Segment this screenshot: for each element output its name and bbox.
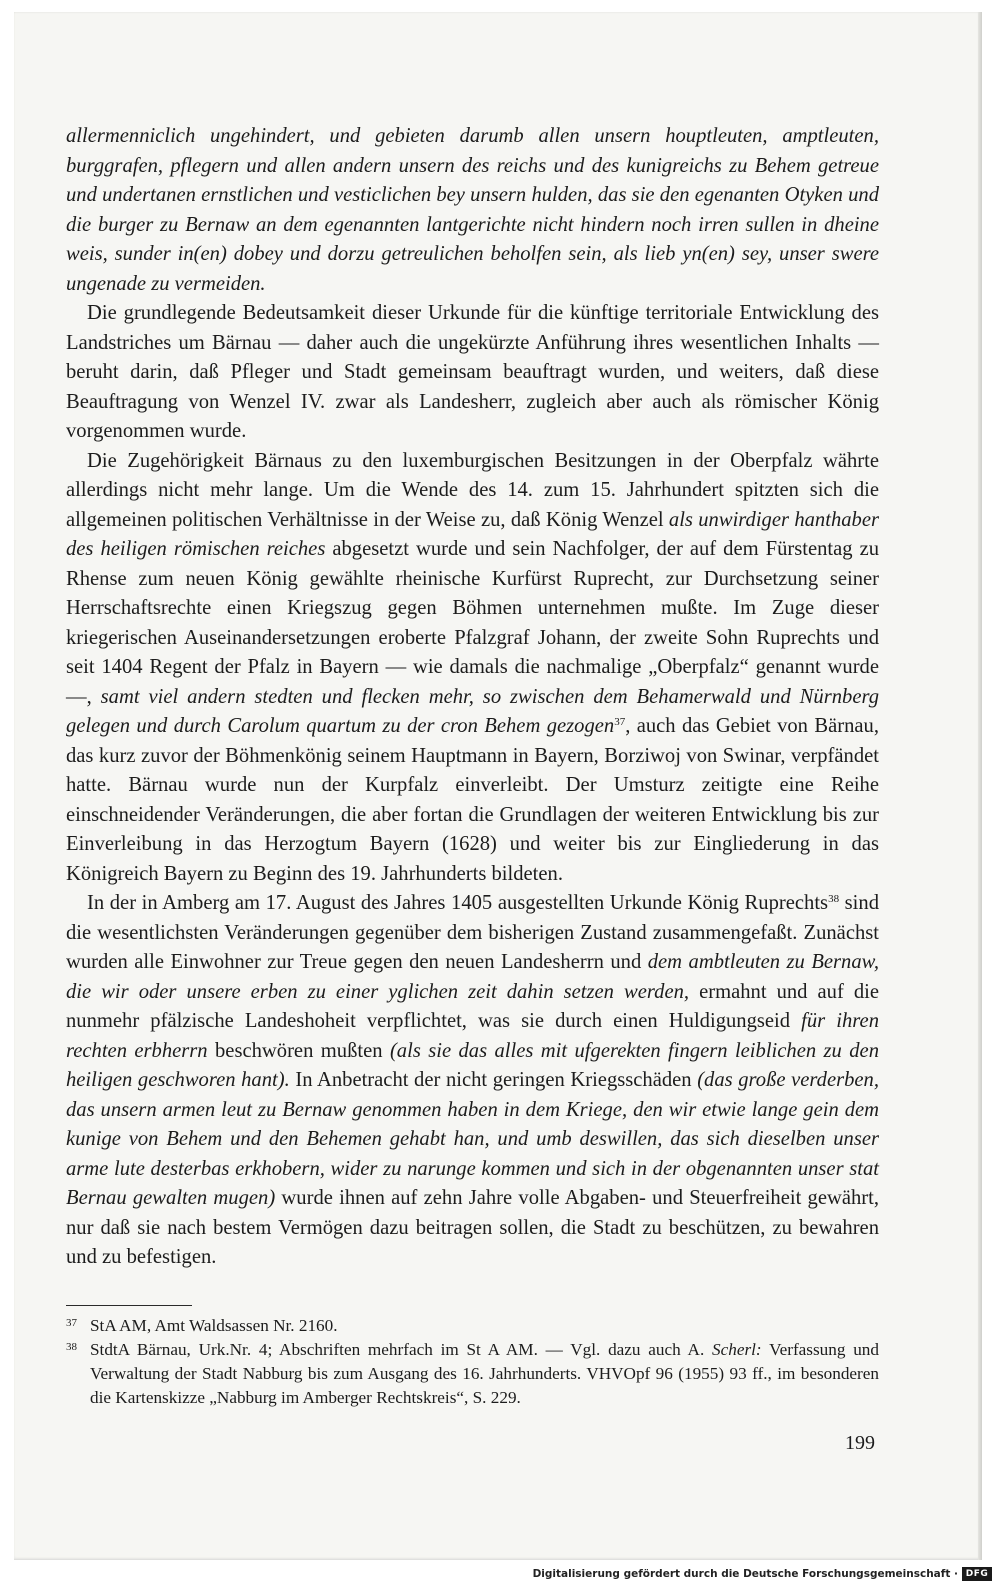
footnote-ref: 37 bbox=[614, 716, 626, 728]
text-span: In der in Amberg am 17. August des Jahres 1405 ausgestellten Urkunde König Ruprechts bbox=[87, 892, 829, 914]
italic-span: (das große verderben, das unsern armen leut zu Bernaw genommen haben in dem Kriege, den wir etwie lange gein dem kunige von Behem und den Behemen gehabt han, und umb deswillen, das sich dieselben unser arme lute desterbas erkhobern, wider zu narunge kommen und sich in der obgenannten unser stat Bernau gewalten mugen) bbox=[66, 1069, 879, 1209]
footnotes bbox=[66, 1314, 879, 1410]
italic-span: für ihren rechten erbherrn bbox=[66, 1010, 879, 1062]
page-edge-shadow bbox=[978, 12, 982, 1560]
body-text bbox=[66, 122, 879, 1273]
text-span: wurde ihnen auf zehn Jahre volle Abgaben- und Steuerfreiheit gewährt, nur daß sie nach bestem Vermögen dazu beitragen sollen, die Stadt zu beschützen, zu bewahren und zu befestigen. bbox=[66, 1187, 879, 1268]
footnote-rule bbox=[66, 1305, 192, 1306]
footnote: 37 StA AM, Amt Waldsassen Nr. 2160. bbox=[66, 1316, 338, 1335]
text-span: Die Zugehörigkeit Bärnaus zu den luxemburgischen Besitzungen in der Oberpfalz währte allerdings nicht mehr lange. Um die Wende des 14. zum 15. Jahrhundert spitzten sich die allgemeinen politischen Verhältnisse in der Weise zu, daß König Wenzel bbox=[66, 449, 879, 531]
italic-span: allermenniclich ungehindert, und gebieten darumb allen unsern houptleuten, amptleuten, burggrafen, pflegern und allen andern unsern des reichs und des kunigreichs zu Behem getreue und undertanen ernstlichen und vesticlichen bey unsern hulden, das sie den egenanten Otyken und die burger zu Bernaw an dem egenannten lantgerichte nicht hindern noch irren sullen in dheine weis, sunder in(en) dobey und dorzu getreulichen beholfen sein, als lieb yn(en) sey, unser swere ungenade zu vermeiden. bbox=[66, 125, 879, 295]
italic-span: (als sie das alles mit ufgerekten fingern leiblichen zu den heiligen geschworen hant). bbox=[66, 1039, 879, 1091]
page-number: 199 bbox=[845, 1432, 875, 1454]
text-span: abgesetzt wurde und sein Nachfolger, der auf dem Fürstentag zu Rhense zum neuen König gewählte rheinische Kurfürst Ruprecht, zur Durchsetzung seiner Herrschaftsrechte einen Kriegszug gegen Böhmen unternehmen mußte. Im Zuge dieser kriegerischen Auseinandersetzungen eroberte Pfalzgraf Johann, der zweite Sohn Ruprechts und seit 1404 Regent der Pfalz in Bayern — wie damals die nachmalige „Oberpfalz“ genannt wurde —, bbox=[66, 538, 880, 708]
dfg-logo: DFG bbox=[962, 1567, 992, 1581]
text-span: StA AM, Amt Waldsassen Nr. 2160. bbox=[90, 1316, 338, 1335]
credit-text: Digitalisierung gefördert durch die Deutsche Forschungsgemeinschaft · bbox=[532, 1568, 958, 1580]
paragraph bbox=[66, 889, 879, 1273]
text-span: sind die wesentlichsten Veränderungen gegenüber dem bisherigen Zustand zusammengefaßt. Zunächst wurden alle Einwohner zur Treue gegen den neuen Landesherrn und bbox=[66, 892, 879, 973]
footnote: 38 StdtA Bärnau, Urk.Nr. 4; Abschriften mehrfach im St A AM. — Vgl. dazu auch A. Scherl: Verfassung und Verwaltung der Stadt Nabburg bis zum Ausgang des 16. Jahrhunderts. VHVOpf 96 (1955) 93 ff., im besonderen die Kartenskizze „Nabburg im Amberger Rechtskreis“, S. 229. bbox=[66, 1340, 879, 1407]
italic-span: als unwirdiger hanthaber des heiligen römischen reiches bbox=[66, 508, 879, 560]
paragraph bbox=[66, 447, 879, 890]
text-span: In Anbetracht der nicht geringen Kriegsschäden bbox=[289, 1069, 698, 1091]
paragraph bbox=[66, 299, 879, 447]
text-span: StdtA Bärnau, Urk.Nr. 4; Abschriften mehrfach im St A AM. — Vgl. dazu auch A. bbox=[90, 1340, 712, 1359]
italic-span: samt viel andern stedten und flecken mehr, so zwischen dem Behamerwald und Nürnberg gelegen und durch Carolum quartum zu der cron Behem gezogen bbox=[66, 685, 880, 737]
digitization-credit bbox=[533, 1565, 992, 1583]
italic-span: dem ambtleuten zu Bernaw, die wir oder unsere erben zu einer yglichen zeit dahin setzen werden, bbox=[66, 951, 879, 1003]
text-span: , auch das Gebiet von Bärnau, das kurz zuvor der Böhmenkönig seinem Hauptmann in Bayern, Borziwoj von Swinar, verpfändet hatte. Bärnau wurde nun der Kurpfalz einverleibt. Der Umsturz zeitigte eine Reihe einschneidender Veränderungen, die aber fortan die Grundlagen der weiteren Entwicklung bis zur Einverleibung in das Herzogtum Bayern (1628) und weiter bis zur Eingliederung in das Königreich Bayern zu Beginn des 19. Jahrhunderts bildeten. bbox=[66, 715, 879, 885]
text-span: Die grundlegende Bedeutsamkeit dieser Urkunde für die künftige territoriale Entwicklung des Landstriches um Bärnau — daher auch die ungekürzte Anführung ihres wesentlichen Inhalts — beruht darin, daß Pfleger und Stadt gemeinsam beauftragt wurden, und weiters, daß diese Beauftragung von Wenzel IV. zwar als Landesherr, zugleich aber auch als römischer König vorgenommen wurde. bbox=[66, 302, 879, 442]
footnote-ref: 38 bbox=[828, 893, 840, 905]
italic-span: Scherl: bbox=[712, 1340, 762, 1359]
paragraph bbox=[66, 122, 879, 299]
text-span: ermahnt und auf die nunmehr pfälzische Landeshoheit verpflichtet, was sie durch einen Huldigungseid bbox=[66, 980, 879, 1032]
text-span: beschwören mußten bbox=[207, 1039, 390, 1062]
text-span: Verfassung und Verwaltung der Stadt Nabburg bis zum Ausgang des 16. Jahrhunderts. VHVOpf 96 (1955) 93 ff., im besonderen die Kartenskizze „Nabburg im Amberger Rechtskreis“, S. 229. bbox=[90, 1340, 879, 1407]
